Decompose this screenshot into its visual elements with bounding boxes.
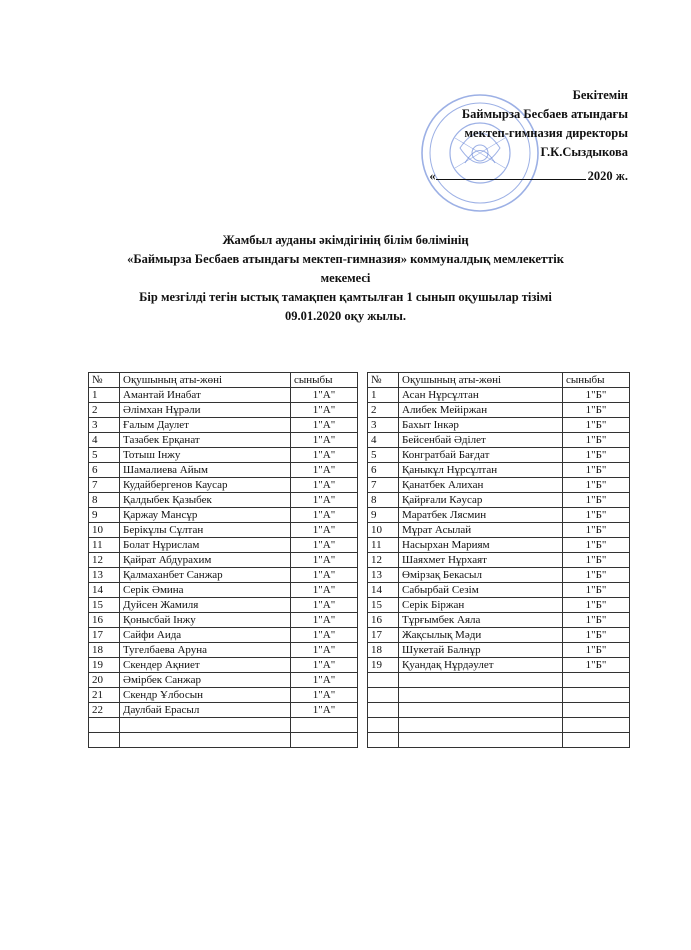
class-label: 1"Б" bbox=[563, 613, 630, 628]
table-row bbox=[89, 583, 358, 598]
table-row bbox=[89, 508, 358, 523]
student-name: Кудайбергенов Каусар bbox=[120, 478, 291, 493]
class-label: 1"Б" bbox=[563, 403, 630, 418]
table-row bbox=[89, 493, 358, 508]
header-num: № bbox=[368, 373, 399, 388]
row-number: 8 bbox=[89, 493, 120, 508]
table-row bbox=[368, 403, 630, 418]
student-name: Әмірбек Санжар bbox=[120, 673, 291, 688]
row-number: 19 bbox=[368, 658, 399, 673]
row-number: 18 bbox=[368, 643, 399, 658]
row-number: 15 bbox=[368, 598, 399, 613]
student-name bbox=[399, 703, 563, 718]
row-number: 13 bbox=[368, 568, 399, 583]
row-number: 1 bbox=[89, 388, 120, 403]
title-line-2: «Баймырза Бесбаев атындағы мектеп-гимназия» коммуналдық мемлекеттік bbox=[127, 252, 564, 266]
class-label: 1"А" bbox=[291, 388, 358, 403]
table-row bbox=[368, 538, 630, 553]
class-label: 1"Б" bbox=[563, 448, 630, 463]
title-line-3: мекемесі bbox=[320, 271, 371, 285]
student-name: Болат Нұрислам bbox=[120, 538, 291, 553]
table-row bbox=[89, 718, 358, 733]
class-label bbox=[563, 688, 630, 703]
table-row bbox=[368, 658, 630, 673]
table-row bbox=[368, 493, 630, 508]
header-num: № bbox=[89, 373, 120, 388]
approval-position: мектеп-гимназия директоры bbox=[464, 126, 628, 140]
student-name: Ғалым Даулет bbox=[120, 418, 291, 433]
student-name: Қайрғали Кәусар bbox=[399, 493, 563, 508]
row-number: 11 bbox=[89, 538, 120, 553]
class-label: 1"Б" bbox=[563, 643, 630, 658]
student-name: Бахыт Інкәр bbox=[399, 418, 563, 433]
table-row bbox=[89, 388, 358, 403]
class-label bbox=[563, 703, 630, 718]
class-label bbox=[291, 718, 358, 733]
class-label: 1"Б" bbox=[563, 553, 630, 568]
class-label: 1"А" bbox=[291, 463, 358, 478]
student-name: Маратбек Лясмин bbox=[399, 508, 563, 523]
table-row bbox=[89, 463, 358, 478]
row-number: 8 bbox=[368, 493, 399, 508]
student-name: Әлімхан Нұрәли bbox=[120, 403, 291, 418]
class-label: 1"Б" bbox=[563, 478, 630, 493]
table-row bbox=[368, 418, 630, 433]
student-name: Амантай Инабат bbox=[120, 388, 291, 403]
student-name bbox=[399, 733, 563, 748]
row-number bbox=[368, 718, 399, 733]
row-number: 4 bbox=[368, 433, 399, 448]
student-name: Қанатбек Алихан bbox=[399, 478, 563, 493]
class-1b-table bbox=[367, 372, 630, 748]
row-number: 3 bbox=[89, 418, 120, 433]
table-row bbox=[368, 703, 630, 718]
row-number: 19 bbox=[89, 658, 120, 673]
row-number: 7 bbox=[89, 478, 120, 493]
student-name: Тугелбаева Аруна bbox=[120, 643, 291, 658]
class-label: 1"А" bbox=[291, 433, 358, 448]
table-row bbox=[368, 673, 630, 688]
student-name: Қуандақ Нұрдәулет bbox=[399, 658, 563, 673]
class-label bbox=[291, 733, 358, 748]
table-row bbox=[368, 508, 630, 523]
title-line-1: Жамбыл ауданы әкімдігінің білім бөлімінің bbox=[222, 233, 469, 247]
header-class: сыныбы bbox=[563, 373, 630, 388]
student-name: Мұрат Асылай bbox=[399, 523, 563, 538]
header-name: Оқушының аты-жөні bbox=[399, 373, 563, 388]
table-row bbox=[89, 418, 358, 433]
table-row bbox=[368, 718, 630, 733]
class-label: 1"А" bbox=[291, 598, 358, 613]
row-number: 20 bbox=[89, 673, 120, 688]
row-number bbox=[89, 718, 120, 733]
class-label: 1"Б" bbox=[563, 583, 630, 598]
row-number: 2 bbox=[368, 403, 399, 418]
student-name: Скендер Ақниет bbox=[120, 658, 291, 673]
class-label: 1"Б" bbox=[563, 493, 630, 508]
row-number: 17 bbox=[368, 628, 399, 643]
row-number: 16 bbox=[89, 613, 120, 628]
class-label: 1"А" bbox=[291, 493, 358, 508]
table-header-row bbox=[89, 373, 358, 388]
class-1a-table bbox=[88, 372, 358, 748]
row-number bbox=[368, 673, 399, 688]
row-number: 1 bbox=[368, 388, 399, 403]
class-label bbox=[563, 673, 630, 688]
student-name: Қаржау Мансұр bbox=[120, 508, 291, 523]
table-row bbox=[89, 673, 358, 688]
table-header-row bbox=[368, 373, 630, 388]
class-label: 1"А" bbox=[291, 508, 358, 523]
class-label: 1"А" bbox=[291, 538, 358, 553]
table-row bbox=[368, 478, 630, 493]
student-name bbox=[399, 673, 563, 688]
approval-date-line bbox=[400, 167, 628, 186]
class-label: 1"Б" bbox=[563, 508, 630, 523]
student-name: Қаныкұл Нұрсұлтан bbox=[399, 463, 563, 478]
student-name: Жақсылық Мәди bbox=[399, 628, 563, 643]
class-label: 1"А" bbox=[291, 523, 358, 538]
class-label: 1"А" bbox=[291, 613, 358, 628]
approval-block bbox=[400, 86, 628, 186]
student-name: Сайфи Аида bbox=[120, 628, 291, 643]
class-label: 1"Б" bbox=[563, 658, 630, 673]
approval-director-name: Г.К.Сыздыкова bbox=[540, 145, 628, 159]
table-row bbox=[368, 628, 630, 643]
row-number: 6 bbox=[368, 463, 399, 478]
table-row bbox=[368, 598, 630, 613]
student-name: Конгратбай Бағдат bbox=[399, 448, 563, 463]
student-name: Скендр Ұлбосын bbox=[120, 688, 291, 703]
student-name: Алибек Мейіржан bbox=[399, 403, 563, 418]
student-name: Серік Біржан bbox=[399, 598, 563, 613]
table-row bbox=[89, 568, 358, 583]
table-row bbox=[368, 688, 630, 703]
class-label: 1"Б" bbox=[563, 433, 630, 448]
row-number: 18 bbox=[89, 643, 120, 658]
student-name: Серік Әмина bbox=[120, 583, 291, 598]
class-label: 1"А" bbox=[291, 448, 358, 463]
table-row bbox=[368, 568, 630, 583]
row-number: 12 bbox=[368, 553, 399, 568]
date-open-quote: « bbox=[429, 169, 436, 183]
student-name: Шамалиева Айым bbox=[120, 463, 291, 478]
student-name: Берікұлы Сұлтан bbox=[120, 523, 291, 538]
class-label: 1"А" bbox=[291, 643, 358, 658]
table-row bbox=[368, 613, 630, 628]
row-number: 11 bbox=[368, 538, 399, 553]
student-name: Насырхан Мариям bbox=[399, 538, 563, 553]
row-number: 14 bbox=[368, 583, 399, 598]
row-number: 21 bbox=[89, 688, 120, 703]
class-label: 1"А" bbox=[291, 673, 358, 688]
table-row bbox=[368, 523, 630, 538]
class-label: 1"А" bbox=[291, 553, 358, 568]
title-line-5: 09.01.2020 оқу жылы. bbox=[285, 309, 406, 323]
table-row bbox=[89, 538, 358, 553]
class-label: 1"Б" bbox=[563, 538, 630, 553]
table-row bbox=[89, 628, 358, 643]
header-class: сыныбы bbox=[291, 373, 358, 388]
row-number: 10 bbox=[368, 523, 399, 538]
table-row bbox=[368, 433, 630, 448]
class-label: 1"А" bbox=[291, 628, 358, 643]
table-row bbox=[89, 403, 358, 418]
row-number: 9 bbox=[368, 508, 399, 523]
student-name: Тұрғымбек Аяла bbox=[399, 613, 563, 628]
table-row bbox=[368, 388, 630, 403]
class-label: 1"А" bbox=[291, 583, 358, 598]
table-row bbox=[89, 658, 358, 673]
student-name: Қайрат Абдурахим bbox=[120, 553, 291, 568]
student-name: Дуйсен Жамиля bbox=[120, 598, 291, 613]
class-label: 1"Б" bbox=[563, 628, 630, 643]
student-name: Сабырбай Сезім bbox=[399, 583, 563, 598]
row-number: 7 bbox=[368, 478, 399, 493]
student-name: Тотыш Інжу bbox=[120, 448, 291, 463]
class-label: 1"Б" bbox=[563, 463, 630, 478]
student-name bbox=[399, 688, 563, 703]
table-row bbox=[89, 733, 358, 748]
table-row bbox=[89, 553, 358, 568]
class-label bbox=[563, 733, 630, 748]
student-name: Өмірзақ Бекасыл bbox=[399, 568, 563, 583]
student-name: Бейсенбай Әділет bbox=[399, 433, 563, 448]
table-row bbox=[368, 463, 630, 478]
class-label: 1"Б" bbox=[563, 598, 630, 613]
table-row bbox=[89, 643, 358, 658]
table-row bbox=[89, 433, 358, 448]
student-name: Қалдыбек Қазыбек bbox=[120, 493, 291, 508]
class-label: 1"А" bbox=[291, 703, 358, 718]
row-number: 4 bbox=[89, 433, 120, 448]
row-number: 16 bbox=[368, 613, 399, 628]
student-name: Шаяхмет Нұрхаят bbox=[399, 553, 563, 568]
class-label: 1"А" bbox=[291, 658, 358, 673]
table-row bbox=[89, 523, 358, 538]
row-number: 2 bbox=[89, 403, 120, 418]
student-name: Даулбай Ерасыл bbox=[120, 703, 291, 718]
table-row bbox=[89, 703, 358, 718]
student-name bbox=[120, 733, 291, 748]
table-row bbox=[368, 733, 630, 748]
class-label: 1"Б" bbox=[563, 568, 630, 583]
row-number: 13 bbox=[89, 568, 120, 583]
table-row bbox=[368, 643, 630, 658]
class-label: 1"Б" bbox=[563, 523, 630, 538]
row-number: 6 bbox=[89, 463, 120, 478]
student-name: Қоныcбай Інжу bbox=[120, 613, 291, 628]
student-name bbox=[399, 718, 563, 733]
class-label: 1"Б" bbox=[563, 418, 630, 433]
row-number: 10 bbox=[89, 523, 120, 538]
student-name: Қалмаханбет Санжар bbox=[120, 568, 291, 583]
class-label: 1"А" bbox=[291, 478, 358, 493]
row-number: 5 bbox=[368, 448, 399, 463]
table-row bbox=[368, 448, 630, 463]
row-number bbox=[89, 733, 120, 748]
student-name: Асан Нұрсұлтан bbox=[399, 388, 563, 403]
table-row bbox=[368, 553, 630, 568]
row-number bbox=[368, 688, 399, 703]
row-number: 3 bbox=[368, 418, 399, 433]
row-number bbox=[368, 703, 399, 718]
student-name: Шукетай Балнұр bbox=[399, 643, 563, 658]
class-label: 1"А" bbox=[291, 688, 358, 703]
document-title bbox=[40, 231, 651, 326]
header-name: Оқушының аты-жөні bbox=[120, 373, 291, 388]
row-number: 15 bbox=[89, 598, 120, 613]
student-name bbox=[120, 718, 291, 733]
table-row bbox=[89, 613, 358, 628]
class-label: 1"А" bbox=[291, 403, 358, 418]
signature-blank bbox=[436, 178, 586, 180]
table-row bbox=[368, 583, 630, 598]
table-row bbox=[89, 598, 358, 613]
approval-title: Бекітемін bbox=[572, 88, 628, 102]
row-number: 12 bbox=[89, 553, 120, 568]
date-year: 2020 ж. bbox=[587, 169, 628, 183]
row-number: 9 bbox=[89, 508, 120, 523]
row-number: 14 bbox=[89, 583, 120, 598]
table-row bbox=[89, 448, 358, 463]
title-line-4: Бір мезгілді тегін ыстық тамақпен қамтылған 1 сынып оқушылар тізімі bbox=[139, 290, 552, 304]
class-label: 1"А" bbox=[291, 418, 358, 433]
table-row bbox=[89, 688, 358, 703]
approval-school: Баймырза Бесбаев атындағы bbox=[461, 107, 628, 121]
table-row bbox=[89, 478, 358, 493]
student-name: Тазабек Ерқанат bbox=[120, 433, 291, 448]
class-label bbox=[563, 718, 630, 733]
class-label: 1"А" bbox=[291, 568, 358, 583]
class-label: 1"Б" bbox=[563, 388, 630, 403]
row-number: 17 bbox=[89, 628, 120, 643]
row-number: 22 bbox=[89, 703, 120, 718]
row-number: 5 bbox=[89, 448, 120, 463]
row-number bbox=[368, 733, 399, 748]
